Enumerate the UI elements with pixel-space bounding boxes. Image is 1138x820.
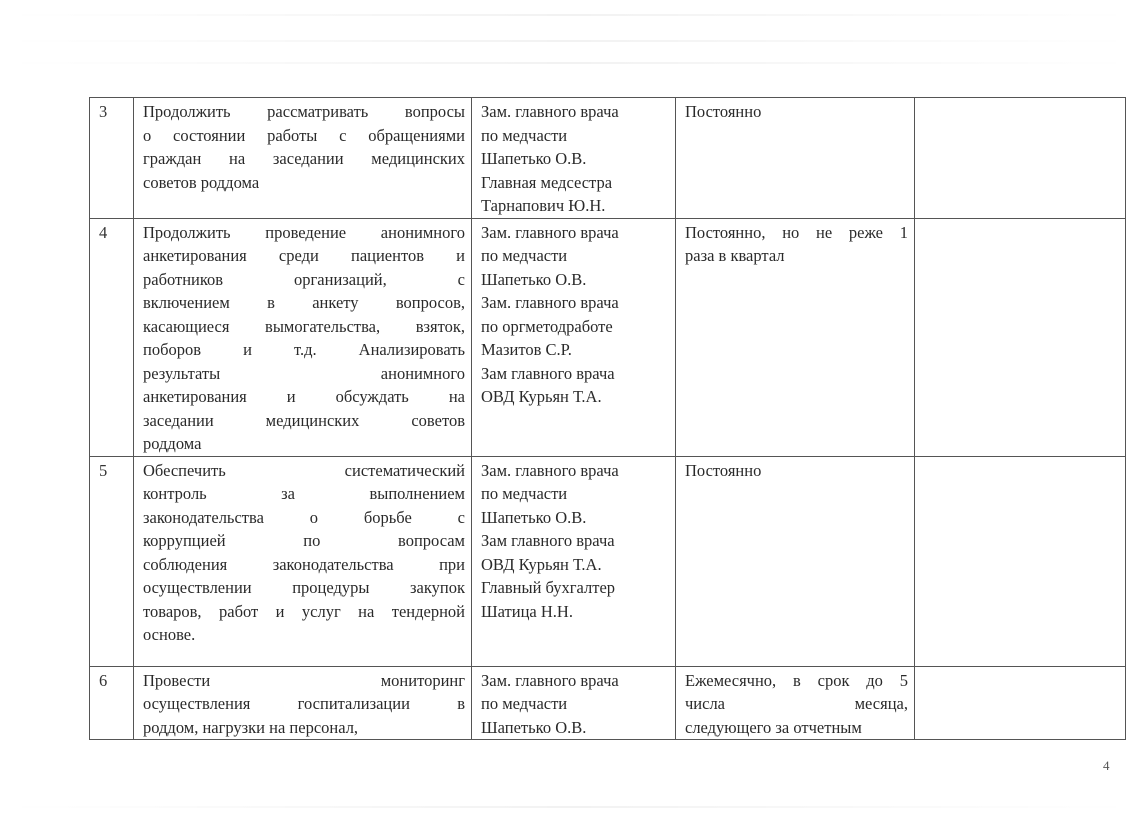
responsible-line: Шапетько О.В. bbox=[481, 717, 587, 737]
action-line: осуществлении процедуры закупок bbox=[143, 578, 465, 597]
responsible-line: Шапетько О.В. bbox=[481, 269, 587, 289]
responsible-line: по медчасти bbox=[481, 246, 568, 265]
responsible-line: по медчасти bbox=[481, 694, 568, 713]
deadline-line: следующего за отчетным bbox=[685, 717, 862, 737]
action-line: Продолжить проведение анонимного bbox=[143, 222, 465, 242]
action-line: включением в анкету вопросов, bbox=[143, 293, 465, 312]
action-line: осуществления госпитализации в bbox=[143, 694, 465, 713]
deadline-line: Постоянно bbox=[685, 102, 762, 121]
action-line: анкетирования и обсуждать на bbox=[143, 387, 465, 406]
action-line: Продолжить рассматривать вопросы bbox=[143, 102, 465, 121]
table-row bbox=[90, 456, 1126, 666]
deadline-line: Постоянно bbox=[685, 460, 762, 480]
responsible-cell bbox=[472, 218, 676, 456]
deadline-line: числа месяца, bbox=[685, 694, 908, 713]
responsible-line: Шатица Н.Н. bbox=[481, 601, 573, 621]
deadline-cell bbox=[676, 98, 915, 219]
responsible-line: Зам. главного врача bbox=[481, 222, 619, 242]
responsible-cell bbox=[472, 98, 676, 219]
action-line: законодательства о борьбе с bbox=[143, 507, 465, 527]
action-line: советов роддома bbox=[143, 172, 260, 192]
responsible-line: ОВД Курьян Т.А. bbox=[481, 387, 602, 406]
action-line: касающиеся вымогательства, взяток, bbox=[143, 316, 465, 336]
action-line: соблюдения законодательства при bbox=[143, 554, 465, 574]
note-cell bbox=[915, 666, 1126, 740]
action-cell bbox=[134, 218, 472, 456]
action-line: результаты анонимного bbox=[143, 363, 465, 383]
responsible-line: Зам. главного врача bbox=[481, 460, 619, 480]
action-line: граждан на заседании медицинских bbox=[143, 149, 465, 168]
action-cell bbox=[134, 98, 472, 219]
responsible-line: по медчасти bbox=[481, 484, 568, 503]
action-line: поборов и т.д. Анализировать bbox=[143, 340, 465, 359]
note-cell bbox=[915, 218, 1126, 456]
deadline-cell bbox=[676, 218, 915, 456]
table-row bbox=[90, 218, 1126, 456]
row-number: 5 bbox=[90, 456, 134, 666]
row-number: 4 bbox=[90, 218, 134, 456]
deadline-line: раза в квартал bbox=[685, 246, 785, 265]
action-line: о состоянии работы с обращениями bbox=[143, 125, 465, 145]
action-line: Обеспечить систематический bbox=[143, 460, 465, 480]
action-line: роддом, нагрузки на персонал, bbox=[143, 717, 359, 737]
responsible-line: Главный бухгалтер bbox=[481, 578, 616, 597]
responsible-line: по медчасти bbox=[481, 125, 568, 145]
responsible-line: Главная медсестра bbox=[481, 172, 613, 192]
plan-table bbox=[89, 97, 1126, 740]
responsible-line: Тарнапович Ю.Н. bbox=[481, 196, 606, 215]
action-line: заседании медицинских советов bbox=[143, 410, 465, 430]
responsible-line: Шапетько О.В. bbox=[481, 507, 587, 527]
action-cell bbox=[134, 666, 472, 740]
action-line: основе. bbox=[143, 625, 196, 644]
action-line: анкетирования среди пациентов и bbox=[143, 246, 465, 265]
responsible-line: Мазитов С.Р. bbox=[481, 340, 572, 359]
table-row bbox=[90, 666, 1126, 740]
deadline-cell bbox=[676, 666, 915, 740]
action-line: Провести мониторинг bbox=[143, 670, 465, 690]
action-line: контроль за выполнением bbox=[143, 484, 465, 503]
responsible-cell bbox=[472, 666, 676, 740]
responsible-line: Зам. главного врача bbox=[481, 670, 619, 690]
responsible-line: Зам главного врача bbox=[481, 531, 615, 550]
responsible-line: ОВД Курьян Т.А. bbox=[481, 554, 602, 574]
deadline-cell bbox=[676, 456, 915, 666]
note-cell bbox=[915, 98, 1126, 219]
responsible-line: Зам главного врача bbox=[481, 363, 615, 383]
action-line: товаров, работ и услуг на тендерной bbox=[143, 601, 465, 621]
responsible-line: по оргметодработе bbox=[481, 316, 613, 336]
row-number: 3 bbox=[90, 98, 134, 219]
deadline-line: Постоянно, но не реже 1 bbox=[685, 222, 908, 242]
page-number: 4 bbox=[1103, 758, 1110, 773]
deadline-line: Ежемесячно, в срок до 5 bbox=[685, 670, 908, 690]
action-cell bbox=[134, 456, 472, 666]
responsible-line: Зам. главного врача bbox=[481, 102, 619, 121]
table-row bbox=[90, 98, 1126, 219]
responsible-line: Шапетько О.В. bbox=[481, 149, 587, 168]
action-line: роддома bbox=[143, 434, 202, 453]
row-number: 6 bbox=[90, 666, 134, 740]
note-cell bbox=[915, 456, 1126, 666]
action-line: коррупцией по вопросам bbox=[143, 531, 465, 550]
responsible-line: Зам. главного врача bbox=[481, 293, 619, 312]
responsible-cell bbox=[472, 456, 676, 666]
action-line: работников организаций, с bbox=[143, 269, 465, 289]
